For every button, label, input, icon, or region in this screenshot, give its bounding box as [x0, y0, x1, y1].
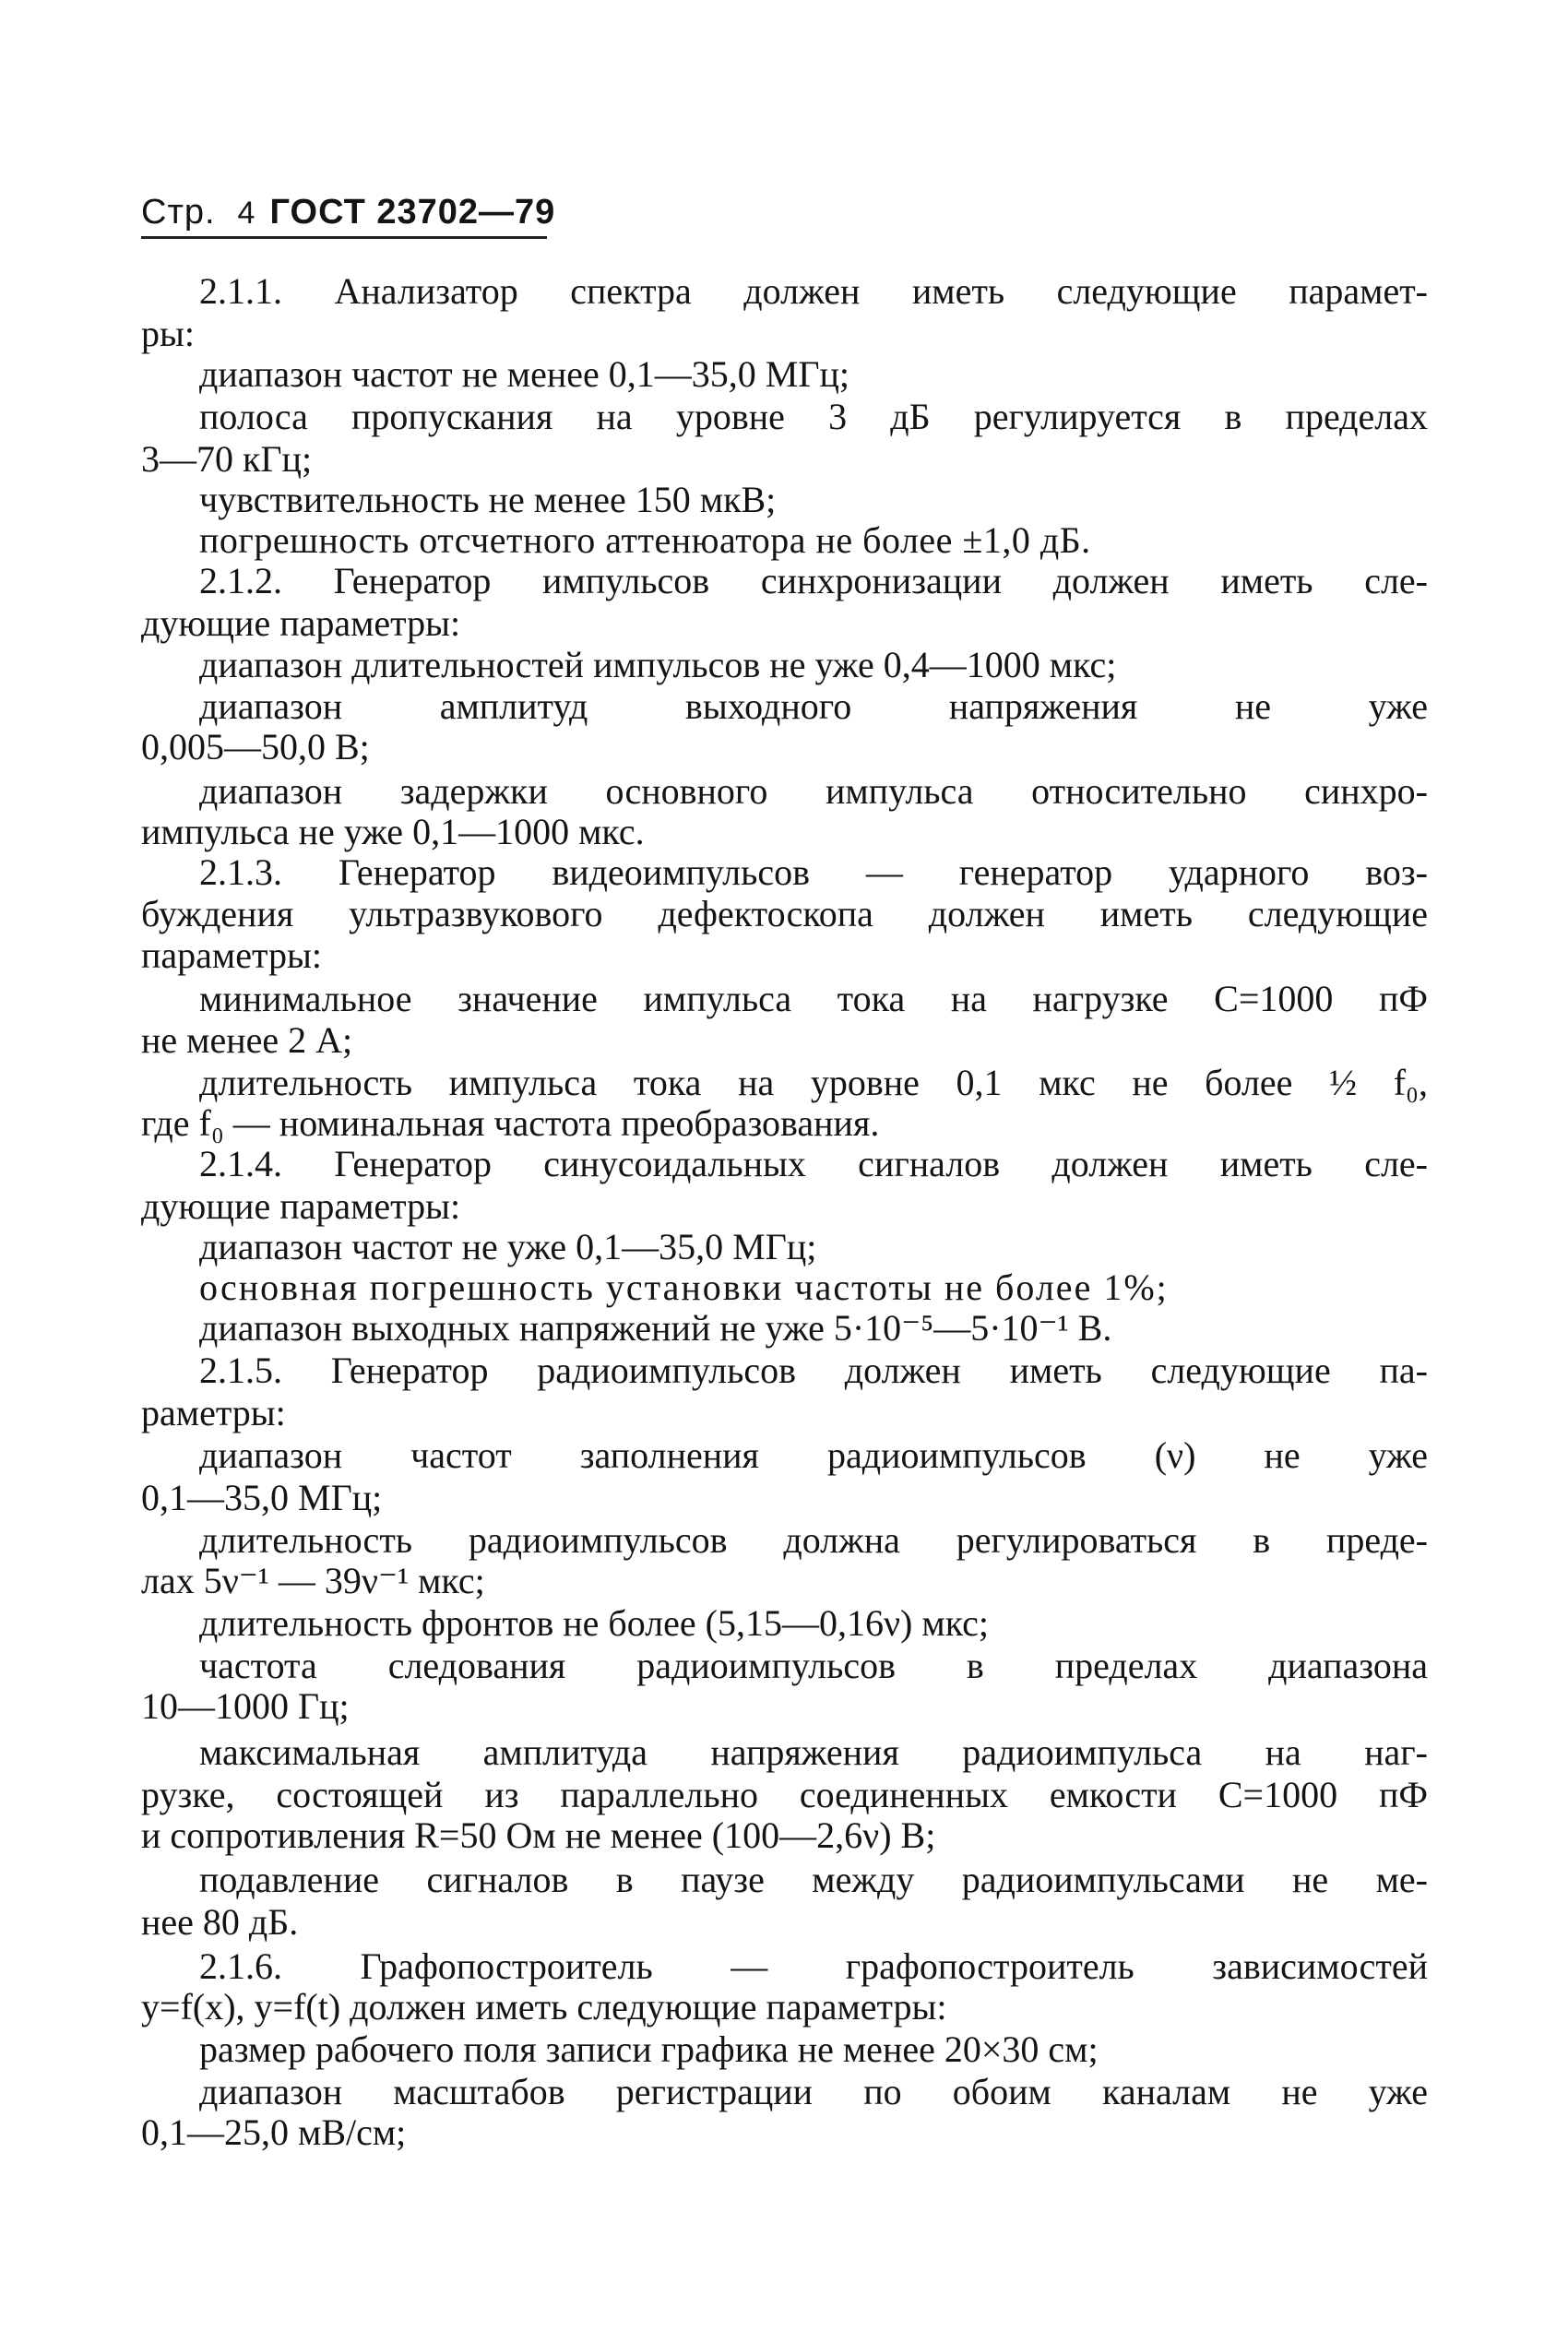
text-line: чувствительность не менее 150 мкВ; — [199, 479, 777, 520]
text-line: импульса не уже 0,1—1000 мкс. — [141, 811, 645, 852]
text-line: рузке, состоящей из параллельно соединенных емкости C=1000 пФ — [141, 1774, 1428, 1815]
text-line: диапазон частот не менее 0,1—35,0 МГц; — [199, 353, 849, 395]
text-line: нее 80 дБ. — [141, 1901, 299, 1943]
text-line: 2.1.4. Генератор синусоидальных сигналов должен иметь сле- — [199, 1143, 1428, 1184]
page-header — [141, 189, 555, 232]
text-line: дующие параметры: — [141, 602, 461, 644]
text-line: где f₀ — номинальная частота преобразования. — [141, 1102, 880, 1144]
text-line: ры: — [141, 313, 195, 354]
text-line: раметры: — [141, 1392, 286, 1433]
text-line: и сопротивления R=50 Ом не менее (100—2,6ν) В; — [141, 1814, 936, 1856]
text-line: 2.1.1. Анализатор спектра должен иметь следующие парамет- — [199, 270, 1428, 312]
text-line: параметры: — [141, 934, 322, 976]
text-line: диапазон длительностей импульсов не уже 0,4—1000 мкс; — [199, 644, 1117, 685]
text-line: основная погрешность установки частоты не более 1%; — [199, 1267, 1169, 1308]
text-line: 0,005—50,0 В; — [141, 726, 370, 767]
header-rule — [141, 236, 547, 239]
text-line: минимальное значение импульса тока на нагрузке C=1000 пФ — [199, 978, 1428, 1019]
text-line: максимальная амплитуда напряжения радиоимпульса на наг- — [199, 1731, 1428, 1773]
text-line: 3—70 кГц; — [141, 438, 313, 480]
text-line: диапазон амплитуд выходного напряжения не уже — [199, 685, 1428, 727]
text-line: размер рабочего поля записи графика не менее 20×30 см; — [199, 2028, 1099, 2070]
text-line: диапазон задержки основного импульса относительно синхро- — [199, 770, 1428, 812]
page-number: 4 — [237, 196, 255, 231]
standard-number: ГОСТ 23702—79 — [269, 193, 556, 232]
text-line: y=f(x), y=f(t) должен иметь следующие параметры: — [141, 1986, 947, 2028]
text-line: длительность радиоимпульсов должна регулироваться в преде- — [199, 1519, 1428, 1561]
text-line: не менее 2 А; — [141, 1019, 353, 1061]
text-line: диапазон выходных напряжений не уже 5·10⁻⁵—5·10⁻¹ В. — [199, 1307, 1112, 1349]
text-line: дующие параметры: — [141, 1185, 461, 1227]
text-line: буждения ультразвукового дефектоскопа должен иметь следующие — [141, 893, 1428, 934]
text-line: длительность импульса тока на уровне 0,1 мкс не более ½ f₀, — [199, 1062, 1428, 1103]
text-line: частота следования радиоимпульсов в пределах диапазона — [199, 1645, 1428, 1686]
text-line: 0,1—25,0 мВ/см; — [141, 2111, 407, 2153]
text-line: подавление сигналов в паузе между радиоимпульсами не ме- — [199, 1859, 1428, 1900]
text-line: диапазон частот заполнения радиоимпульсов (ν) не уже — [199, 1434, 1428, 1476]
text-line: 0,1—35,0 МГц; — [141, 1477, 383, 1518]
text-line: лах 5ν⁻¹ — 39ν⁻¹ мкс; — [141, 1560, 485, 1601]
text-line: 10—1000 Гц; — [141, 1685, 350, 1727]
text-line: погрешность отсчетного аттенюатора не более ±1,0 дБ. — [199, 519, 1091, 561]
text-line: диапазон частот не уже 0,1—35,0 МГц; — [199, 1226, 817, 1267]
text-line: 2.1.6. Графопостроитель — графопостроитель зависимостей — [199, 1945, 1428, 1987]
text-line: 2.1.5. Генератор радиоимпульсов должен иметь следующие па- — [199, 1350, 1428, 1391]
text-line: 2.1.2. Генератор импульсов синхронизации должен иметь сле- — [199, 560, 1428, 601]
text-line: длительность фронтов не более (5,15—0,16ν) мкс; — [199, 1602, 989, 1644]
text-line: 2.1.3. Генератор видеоимпульсов — генератор ударного воз- — [199, 851, 1428, 893]
text-line: диапазон масштабов регистрации по обоим каналам не уже — [199, 2071, 1428, 2112]
page-label: Стр. — [141, 193, 216, 232]
text-line: полоса пропускания на уровне 3 дБ регулируется в пределах — [199, 396, 1428, 437]
